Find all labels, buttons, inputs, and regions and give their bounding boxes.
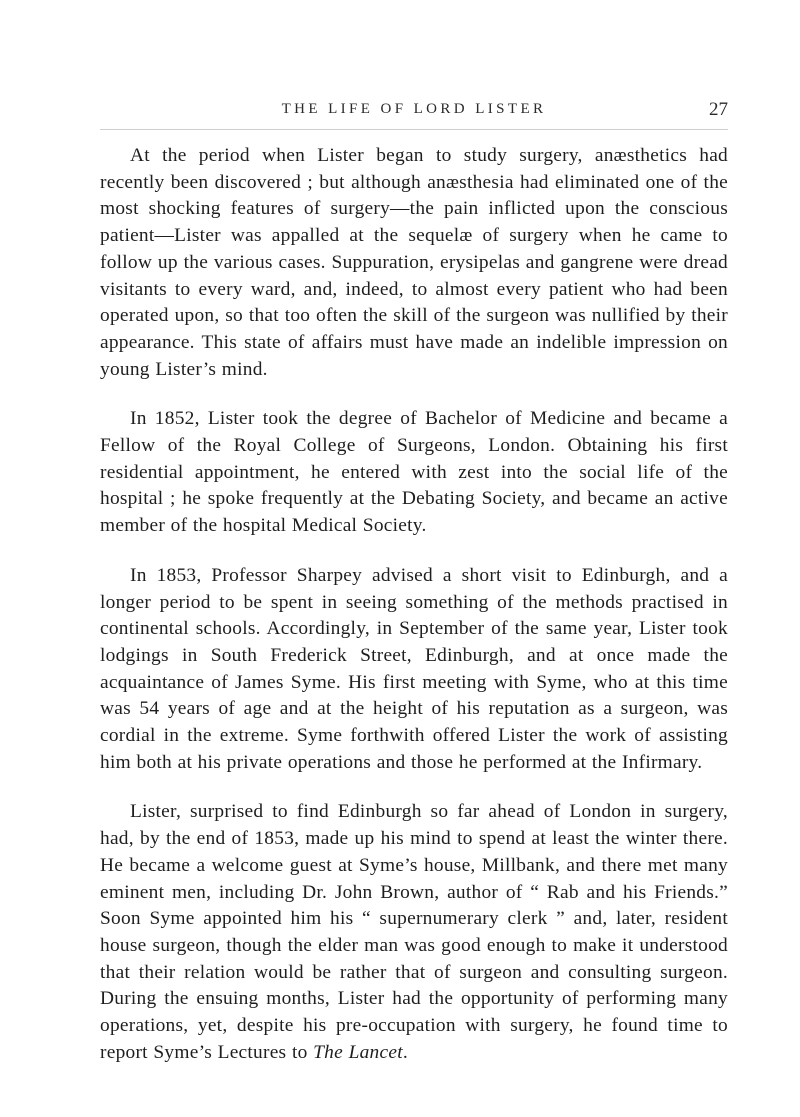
running-title: THE LIFE OF LORD LISTER [281, 101, 547, 117]
paragraph: In 1853, Professor Sharpey advised a short visit to Edinburgh, and a longer period to be spent in seeing something of the methods practised in continental schools. Accordingly, in September of the same year, Lister took lodgings in South Frederick Street, Edinburgh, and at once made the acquaintance of James Syme. His first meeting with Syme, who at this time was 54 years of age and at the height of his reputation as a surgeon, was cordial in the extreme. Syme forthwith offered Lister the work of assisting him both at his private operations and those he performed at the Infirmary. [100, 564, 728, 773]
paragraph [100, 799, 728, 1066]
paragraph: In 1852, Lister took the degree of Bachelor of Medicine and became a Fellow of the Royal College of Surgeons, London. Obtaining his first residential appointment, he entered with zest into the social life of the hospital ; he spoke frequently at the Debating Society, and became an active member of the hospital Medical Society. [100, 408, 728, 537]
paragraph-end: . [402, 1041, 408, 1063]
paragraph: At the period when Lister began to study surgery, anæsthetics had recently been discovered ; but although anæsthesia had eliminated one of the most shocking features of surgery—the pain inflicted upon the conscious patient—Lister was appalled at the sequelæ of surgery when he came to follow up the various cases. Suppuration, erysipelas and gangrene were dread visitants to every ward, and, indeed, to almost every patient who had been operated upon, so that too often the skill of the surgeon was nullified by their appearance. This state of affairs must have made an indelible impression on young Lister’s mind. [100, 145, 728, 380]
journal-title: The Lancet [313, 1041, 403, 1063]
paragraph-text: Lister, surprised to find Edinburgh so far ahead of London in surgery, had, by the end of 1853, made up his mind to spend at least the winter there. He became a welcome guest at Syme’s house, Millbank, and there met many eminent men, including Dr. John Brown, author of “ Rab and his Friends.” Soon Syme appointed him his “ supernumerary clerk ” and, later, resident house surgeon, though the elder man was good enough to make it understood that their relation would be rather that of surgeon and consulting surgeon. During the ensuing months, Lister had the opportunity of performing many operations, yet, despite his pre-occupation with surgery, he found time to report Syme’s Lectures to [100, 801, 728, 1063]
running-head [100, 99, 728, 130]
page-number: 27 [709, 99, 728, 120]
body-text [100, 143, 728, 1090]
